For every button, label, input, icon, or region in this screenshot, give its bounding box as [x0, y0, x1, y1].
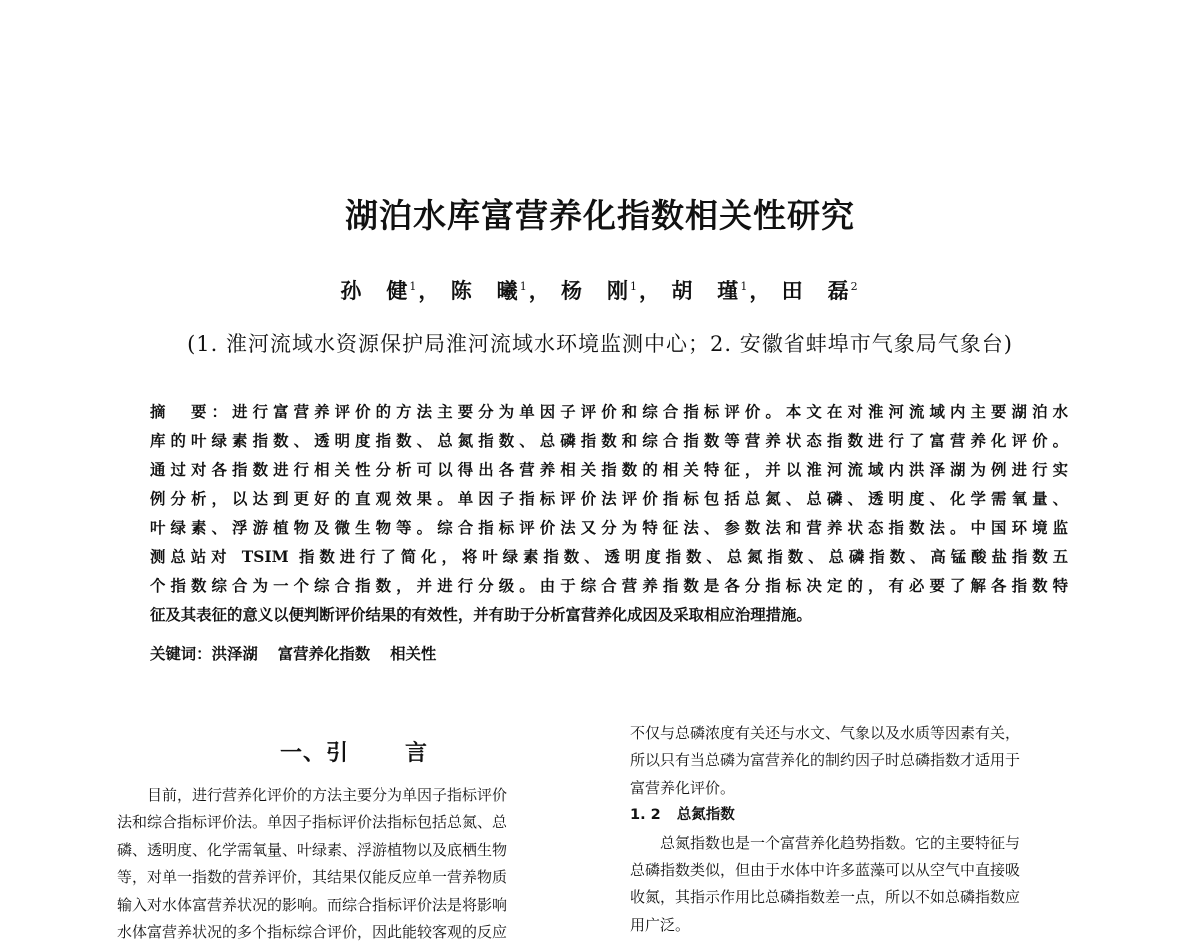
author-affil-mark: 1 — [740, 280, 750, 293]
paragraph-line: 输入对水体富营养状况的影响。而综合指标评价法是将影响 — [117, 895, 508, 914]
author-separator: ， — [749, 278, 773, 303]
keyword: 富营养化指数 — [277, 645, 371, 663]
abstract-label: 摘 要： — [150, 403, 233, 421]
author-separator: ， — [528, 278, 552, 303]
abstract-line: 测总站对 TSIM 指数进行了简化，将叶绿素指数、透明度指数、总氮指数、总磷指数、高锰酸盐指数五 — [150, 548, 1068, 566]
paragraph-line: 等，对单一指数的营养评价，其结果仅能反应单一营养物质 — [117, 868, 508, 887]
paragraph-line: 不仅与总磷浓度有关还与水文、气象以及水质等因素有关， — [630, 724, 1021, 742]
paragraph-line: 水体富营养状况的多个指标综合评价，因此能较客观的反应 — [117, 923, 508, 942]
author-affil-mark: 1 — [409, 280, 419, 293]
author-name: 杨 刚 — [561, 278, 630, 303]
author-affil-mark: 2 — [850, 280, 860, 293]
paragraph-line: 法和综合指标评价法。单因子指标评价法指标包括总氮、总 — [117, 813, 508, 832]
subsection-heading: 1. 2 总氮指数 — [630, 807, 735, 824]
affiliation: (1. 淮河流域水资源保护局淮河流域水环境监测中心；2. 安徽省蚌埠市气象局气象台) — [187, 332, 1013, 356]
author-separator: ， — [639, 278, 662, 303]
right-column — [630, 720, 1106, 939]
paragraph-line: 用广泛。 — [630, 915, 691, 934]
abstract — [150, 398, 1068, 630]
section-heading-introduction: 一、引 言 — [279, 741, 429, 766]
paragraph-line: 总磷指数类似，但由于水体中许多蓝藻可以从空气中直接吸 — [630, 861, 1021, 880]
author-list — [0, 275, 1200, 305]
abstract-line: 库的叶绿素指数、透明度指数、总氮指数、总磷指数和综合指数等营养状态指数进行了富营养化评价。 — [150, 432, 1068, 450]
abstract-line: 通过对各指数进行相关性分析可以得出各营养相关指数的相关特征，并以淮河流域内洪泽湖为例进行实 — [150, 461, 1068, 479]
keyword: 洪泽湖 — [211, 645, 258, 663]
abstract-line: 叶绿素、浮游植物及微生物等。综合指标评价法又分为特征法、参数法和营养状态指数法。中国环境监 — [150, 519, 1068, 537]
paragraph-line: 总氮指数也是一个富营养化趋势指数。它的主要特征与 — [660, 833, 1021, 852]
author-affil-mark: 1 — [519, 280, 529, 293]
paragraph-line: 目前，进行营养化评价的方法主要分为单因子指标评价 — [147, 786, 508, 804]
abstract-line: 摘 要：进行富营养评价的方法主要分为单因子评价和综合指标评价。本文在对淮河流域内主要湖泊水 — [150, 403, 1068, 421]
paragraph-line: 收氮，其指示作用比总磷指数差一点，所以不如总磷指数应 — [630, 888, 1021, 907]
paragraph-line: 磷、透明度、化学需氧量、叶绿素、浮游植物以及底栖生物 — [117, 840, 508, 859]
author-separator: ， — [418, 278, 442, 303]
author-name: 田 磊 — [781, 278, 851, 303]
paragraph-line: 富营养化评价。 — [630, 778, 736, 797]
keywords — [150, 642, 1068, 666]
abstract-line: 征及其表征的意义以便判断评价结果的有效性，并有助于分析富营养化成因及采取相应治理措施。 — [150, 606, 812, 624]
left-column — [117, 782, 591, 942]
abstract-line: 个指数综合为一个综合指数，并进行分级。由于综合营养指数是各分指标决定的，有必要了解各指数特 — [150, 577, 1068, 595]
paper-title: 湖泊水库富营养化指数相关性研究 — [345, 196, 855, 235]
abstract-line: 例分析，以达到更好的直观效果。单因子指标评价法评价指标包括总氮、总磷、透明度、化学需氧量、 — [150, 490, 1068, 508]
author-affil-mark: 1 — [630, 280, 639, 293]
author-name: 孙 健 — [340, 278, 410, 303]
keyword: 相关性 — [390, 645, 437, 663]
keywords-label: 关键词： — [150, 645, 212, 663]
paragraph-line: 所以只有当总磷为富营养化的制约因子时总磷指数才适用于 — [630, 751, 1021, 770]
author-name: 陈 曦 — [450, 278, 520, 303]
author-name: 胡 瑾 — [671, 278, 741, 303]
